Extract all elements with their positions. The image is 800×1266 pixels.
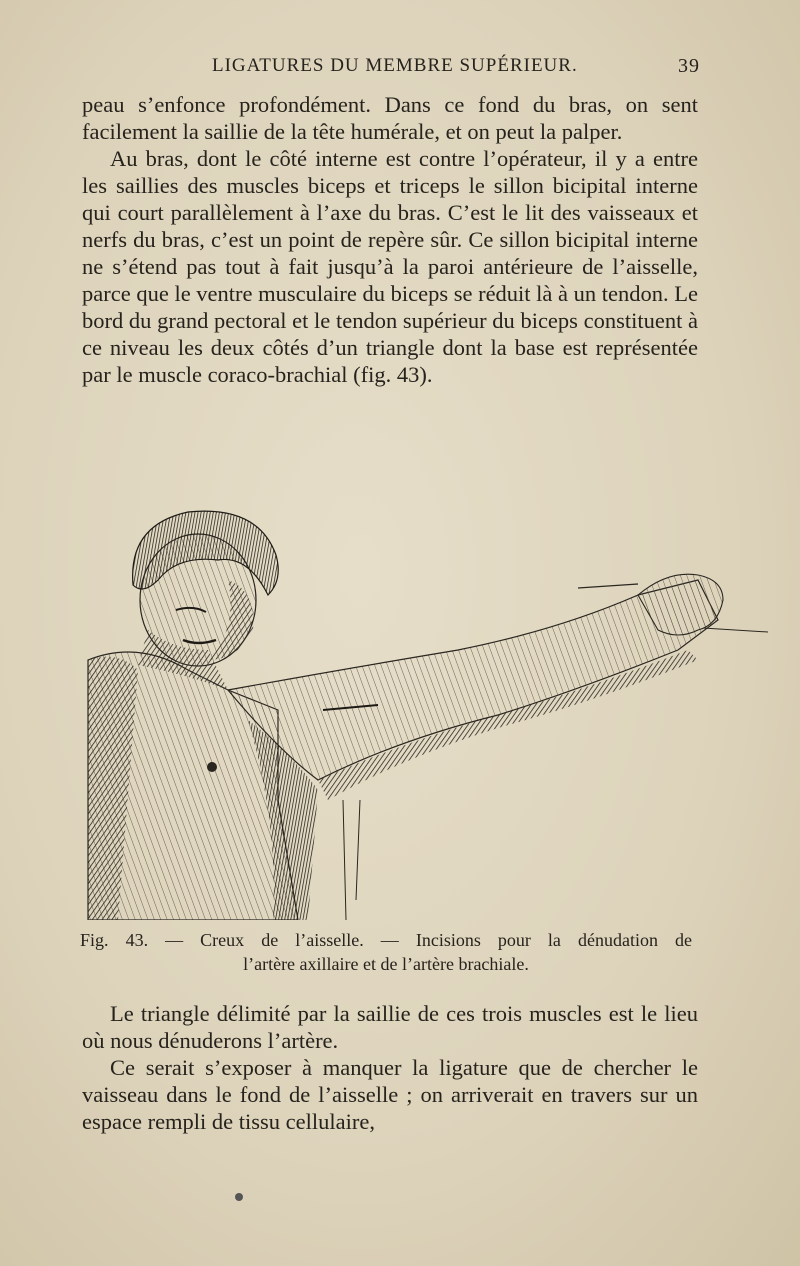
body-text-top [82, 91, 698, 388]
caption-line: Fig. 43. — Creux de l’aisselle. — Incisions pour la dénudation de [80, 930, 692, 950]
running-title: LIGATURES DU MEMBRE SUPÉRIEUR. [212, 55, 578, 76]
caption-line: l’artère axillaire et de l’artère brachiale. [243, 954, 529, 974]
armpit-engraving [78, 500, 768, 920]
paragraph: Ce serait s’exposer à manquer la ligature que de chercher le vaisseau dans le fond de l’aisselle ; on arriverait en travers sur un espace rempli de tissu cellulaire, [82, 1055, 698, 1134]
figure-caption [80, 928, 692, 976]
body-text-bottom [82, 1000, 698, 1135]
running-header [80, 55, 700, 83]
page-number: 39 [678, 55, 700, 77]
engraving-illustration [78, 500, 768, 920]
paragraph: peau s’enfonce profondément. Dans ce fond du bras, on sent facilement la saillie de la tête humérale, et on peut la palper. [82, 92, 698, 144]
printer-mark [235, 1193, 243, 1201]
paragraph: Le triangle délimité par la saillie de ces trois muscles est le lieu où nous dénuderons l’artère. [82, 1001, 698, 1053]
paragraph: Au bras, dont le côté interne est contre l’opérateur, il y a entre les saillies des muscles biceps et triceps le sillon bicipital interne qui court parallèlement à l’axe du bras. C’est le lit des vaisseaux et nerfs du bras, c’est un point de repère sûr. Ce sillon bicipital interne ne s’étend pas tout à fait jusqu’à la paroi antérieure de l’aisselle, parce que le ventre musculaire du biceps se réduit là à un tendon. Le bord du grand pectoral et le tendon supérieur du biceps constituent à ce niveau les deux côtés d’un triangle dont la base est représentée par le muscle coraco-brachial (fig. 43). [82, 146, 699, 387]
